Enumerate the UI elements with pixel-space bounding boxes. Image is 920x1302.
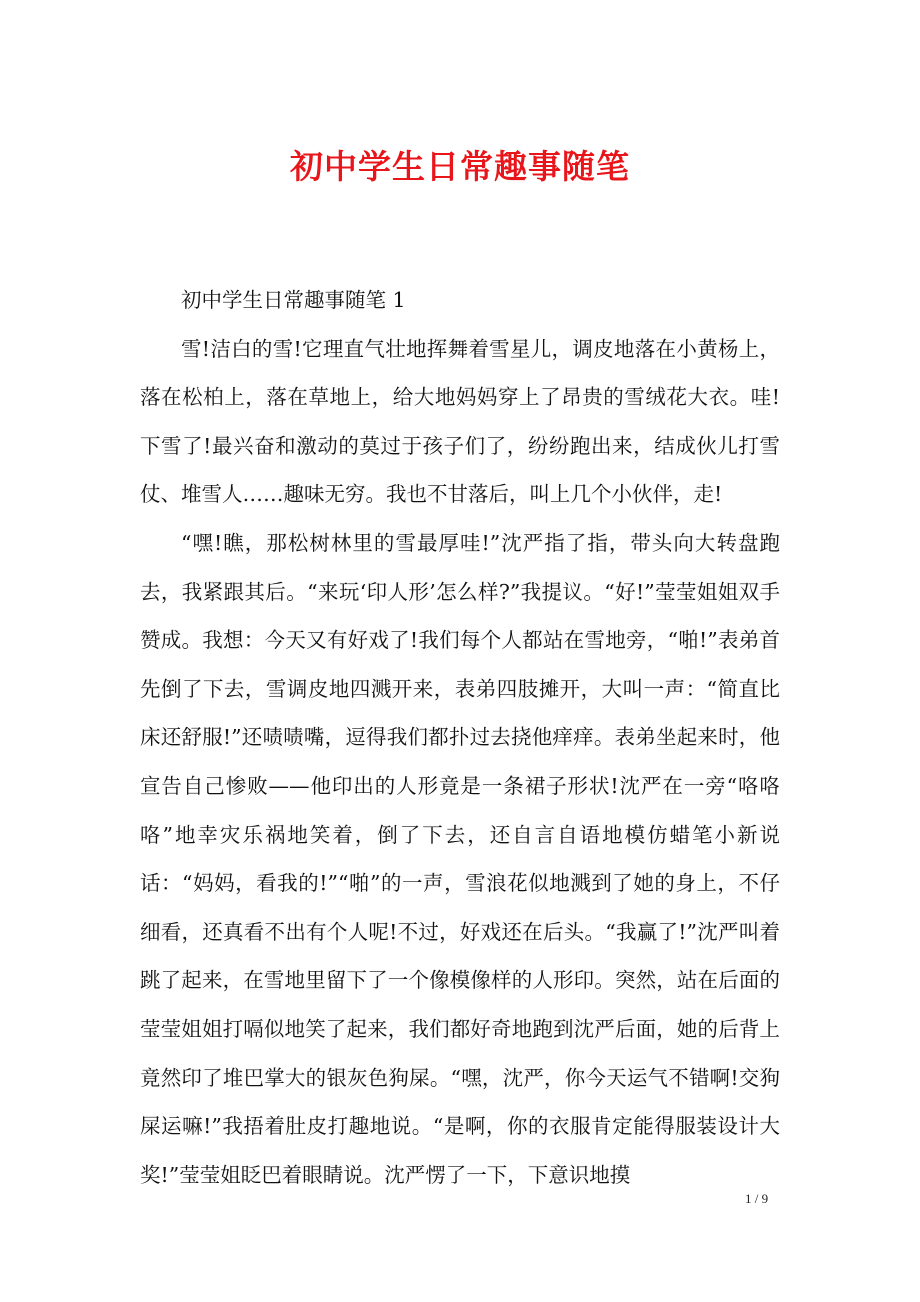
page-number: 1 / 9	[745, 1191, 769, 1206]
document-body	[140, 276, 780, 1199]
paragraph: 雪!洁白的雪!它理直气壮地挥舞着雪星儿，调皮地落在小黄杨上，落在松柏上，落在草地上，给大地妈妈穿上了昂贵的雪绒花大衣。哇!下雪了!最兴奋和激动的莫过于孩子们了，纷纷跑出来，结成伙儿打雪仗、堆雪人……趣味无穷。我也不甘落后，叫上几个小伙伴，走!	[140, 336, 780, 507]
document-title: 初中学生日常趣事随笔	[290, 147, 630, 186]
paragraph: “嘿!瞧，那松树林里的雪最厚哇!”沈严指了指，带头向大转盘跑去，我紧跟其后。“来玩‘印人形’怎么样?”我提议。“好!”莹莹姐姐双手赞成。我想：今天又有好戏了!我们每个人都站在雪地旁，“啪!”表弟首先倒了下去，雪调皮地四溅开来，表弟四肢摊开，大叫一声：“简直比床还舒服!”还啧啧嘴，逗得我们都扑过去挠他痒痒。表弟坐起来时，他宣告自己惨败——他印出的人形竟是一条裙子形状!沈严在一旁“咯咯咯”地幸灾乐祸地笑着，倒了下去，还自言自语地模仿蜡笔小新说话：“妈妈，看我的!”“啪”的一声，雪浪花似地溅到了她的身上，不仔细看，还真看不出有个人呢!不过，好戏还在后头。“我赢了!”沈严叫着跳了起来，在雪地里留下了一个像模像样的人形印。突然，站在后面的莹莹姐姐打嗝似地笑了起来，我们都好奇地跑到沈严后面，她的后背上竟然印了堆巴掌大的银灰色狗屎。“嘿，沈严，你今天运气不错啊!交狗屎运嘛!”我捂着肚皮打趣地说。“是啊，你的衣服肯定能得服装设计大奖!”莹莹姐眨巴着眼睛说。沈严愣了一下，下意识地摸	[140, 530, 780, 1187]
section-heading: 初中学生日常趣事随笔 1	[181, 288, 406, 312]
